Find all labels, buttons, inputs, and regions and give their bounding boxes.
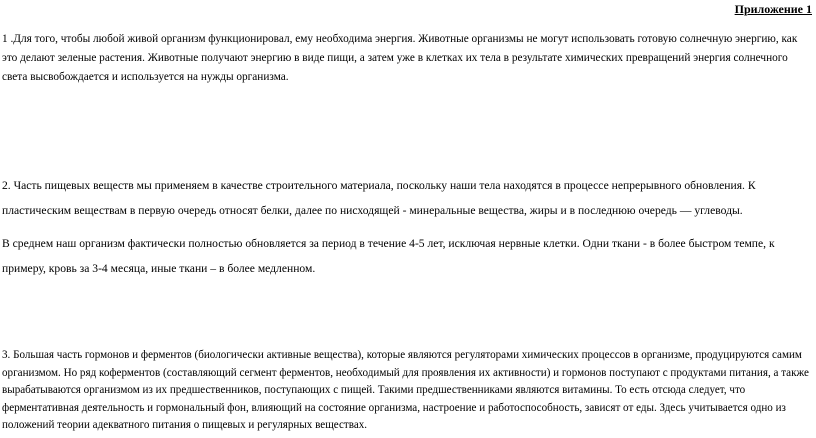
paragraph-building-material: 2. Часть пищевых веществ мы применяем в качестве строительного материала, поскольку наши тела находятся в процессе непрерывного обновления. К пластическим веществам в первую очередь относят белки, далее по нисходящей - минеральные вещества, жиры и в последнюю очередь — углеводы. [2, 179, 756, 217]
paragraph-hormones-enzymes: 3. Большая часть гормонов и ферментов (биологически активные вещества), которые являются регуляторами химических процессов в организме, продуцируются самим организмом. Но ряд коферментов (составляющий сегмент ферментов, необходимый для проявления их активности) и гормонов поступают с продуктами питания, а также вырабатываются организмом из их предшественников, поступающих с пищей. Такими предшественниками являются витамины. То есть отсюда следует, что ферментативная деятельность и гормональный фон, влияющий на состояние организма, настроение и работоспособность, зависят от еды. Здесь учитывается одно из положений теории адекватного питания о пищевых и регулярных веществах. [2, 349, 809, 431]
paragraph-energy: 1 .Для того, чтобы любой живой организм функционировал, ему необходима энергия. Животные организмы не могут использовать готовую солнечную энергию, как это делают зеленые растения. Животные получают энергию в виде пищи, а затем уже в клетках их тела в результате химических превращений энергия солнечного света высвобождается и используется на нужды организма. [2, 33, 798, 83]
paragraph-renewal: В среднем наш организм фактически полностью обновляется за период в течение 4-5 лет, исключая нервные клетки. Одни ткани - в более быстром темпе, к примеру, кровь за 3-4 месяца, иные ткани – в более медленном. [2, 237, 775, 275]
appendix-label: Приложение 1 [734, 2, 812, 16]
